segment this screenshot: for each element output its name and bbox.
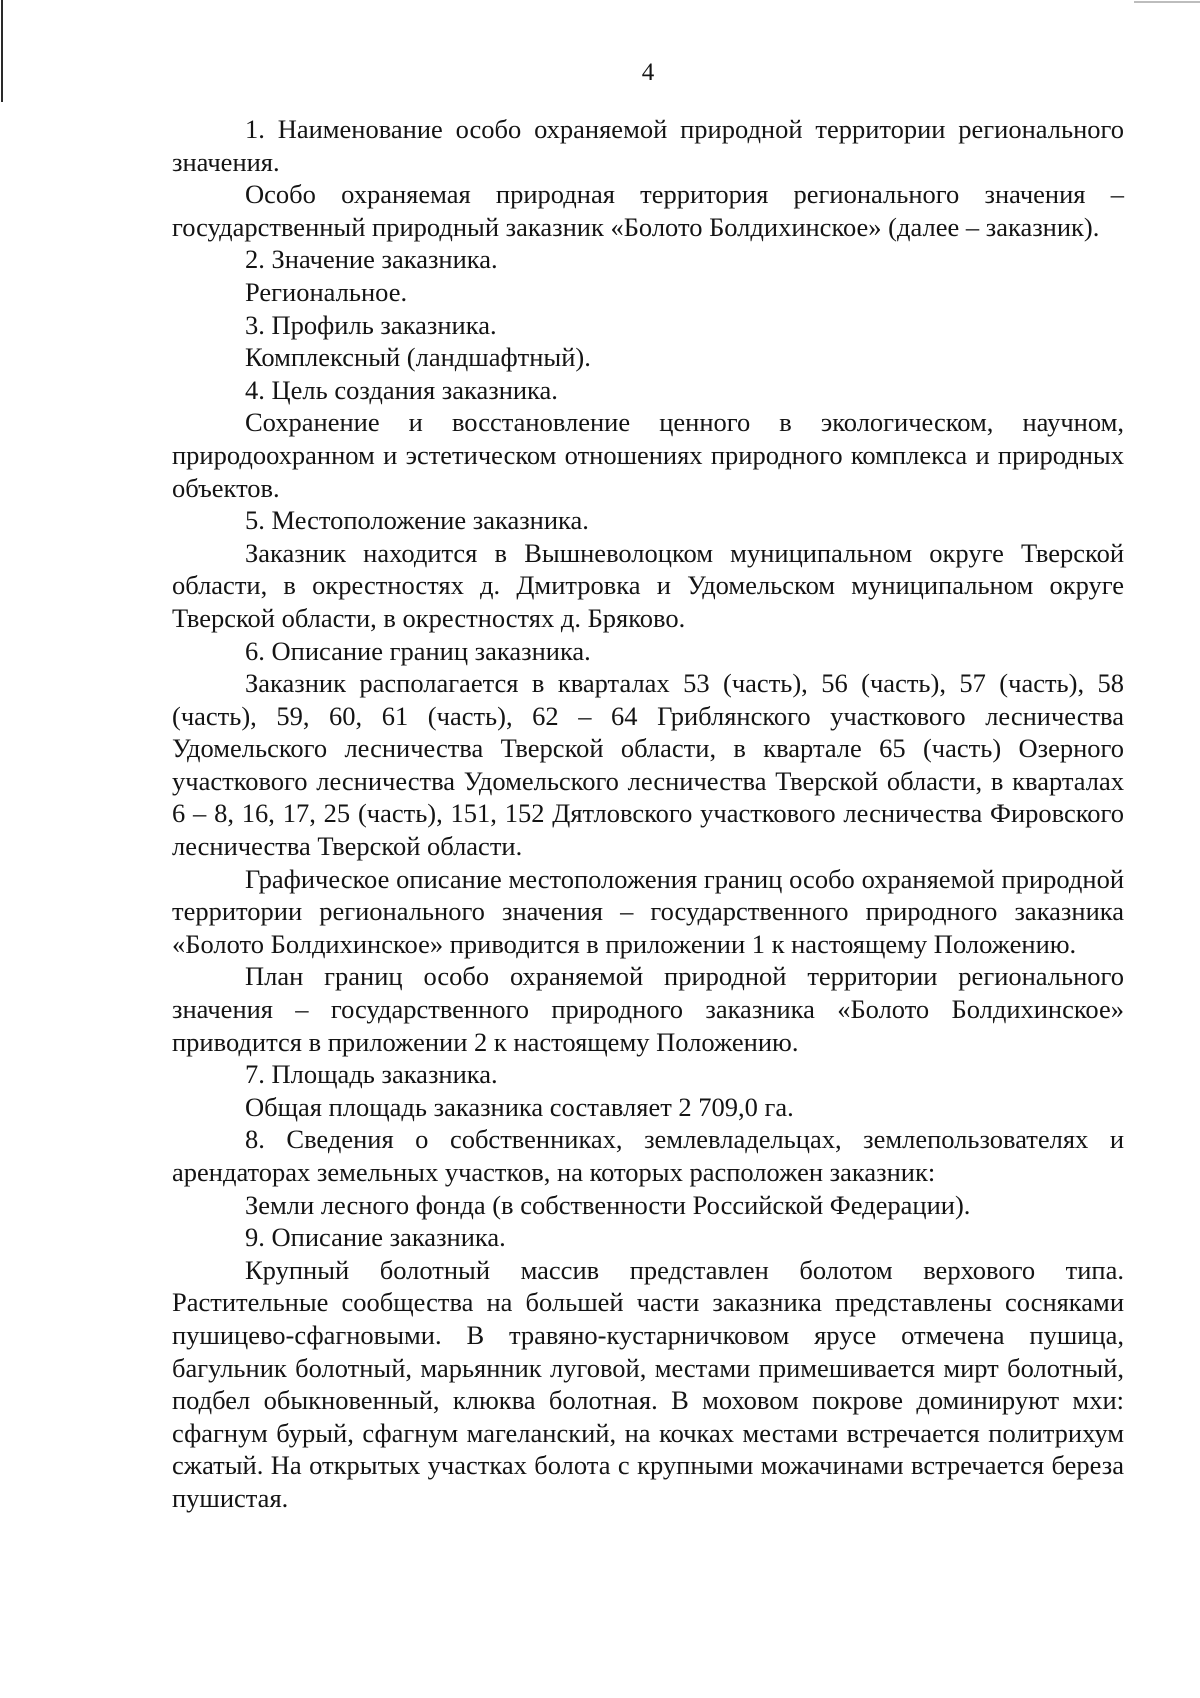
section-6-boundary-plan: План границ особо охраняемой природной территории регионального значения – государственного природного заказника «Болото Болдихинское» приводится в приложении 2 к настоящему Положению. — [172, 961, 1124, 1057]
section-9-heading: 9. Описание заказника. — [245, 1222, 506, 1253]
section-9-text: Крупный болотный массив представлен болотом верхового типа. Растительные сообщества на большей части заказника представлены сосняками пушицево-сфагновыми. В травяно-кустарничковом ярусе отмечена пушица, багульник болотный, марьянник луговой, местами примешивается мирт болотный, подбел обыкновенный, клюква болотная. В моховом покрове доминируют мхи: сфагнум бурый, сфагнум магеланский, на кочках местами встречается политрихум сжатый. На открытых участках болота с крупными можачинами встречается береза пушистая. — [172, 1254, 1124, 1513]
section-5-heading: 5. Местоположение заказника. — [245, 505, 589, 536]
section-3-text: Комплексный (ландшафтный). — [245, 342, 591, 373]
section-7-heading: 7. Площадь заказника. — [245, 1059, 498, 1090]
document-body — [172, 113, 1124, 1515]
section-1-text: Особо охраняемая природная территория регионального значения – государственный природный заказник «Болото Болдихинское» (далее – заказник). — [172, 179, 1124, 242]
scan-edge-mark — [1134, 1, 1200, 3]
section-7-text: Общая площадь заказника составляет 2 709,0 га. — [245, 1091, 794, 1122]
page-number: 4 — [641, 59, 655, 86]
section-8-heading: 8. Сведения о собственниках, землевладельцах, землепользователях и арендаторах земельных участков, на которых расположен заказник: — [172, 1124, 1124, 1187]
section-4-heading: 4. Цель создания заказника. — [245, 374, 558, 405]
section-6-heading: 6. Описание границ заказника. — [245, 635, 591, 666]
section-8-text: Земли лесного фонда (в собственности Российской Федерации). — [245, 1189, 971, 1220]
section-1-heading: 1. Наименование особо охраняемой природной территории регионального значения. — [172, 114, 1124, 177]
section-4-text: Сохранение и восстановление ценного в экологическом, научном, природоохранном и эстетическом отношениях природного комплекса и природных объектов. — [172, 407, 1124, 503]
section-2-text: Региональное. — [245, 276, 408, 307]
section-6-text: Заказник располагается в кварталах 53 (часть), 56 (часть), 57 (часть), 58 (часть), 59, 60, 61 (часть), 62 – 64 Гриблянского участкового лесничества Удомельского лесничества Тверской области, в квартале 65 (часть) Озерного участкового лесничества Удомельского лесничества Тверской области, в кварталах 6 – 8, 16, 17, 25 (часть), 151, 152 Дятловского участкового лесничества Фировского лесничества Тверской области. — [172, 668, 1124, 862]
section-2-heading: 2. Значение заказника. — [245, 244, 498, 275]
section-3-heading: 3. Профиль заказника. — [245, 309, 497, 340]
section-6-graphic-description: Графическое описание местоположения границ особо охраняемой природной территории регионального значения – государственного природного заказника «Болото Болдихинское» приводится в приложении 1 к настоящему Положению. — [172, 863, 1124, 959]
section-5-text: Заказник находится в Вышневолоцком муниципальном округе Тверской области, в окрестностях д. Дмитровка и Удомельском муниципальном округе Тверской области, в окрестностях д. Бряково. — [172, 537, 1124, 633]
